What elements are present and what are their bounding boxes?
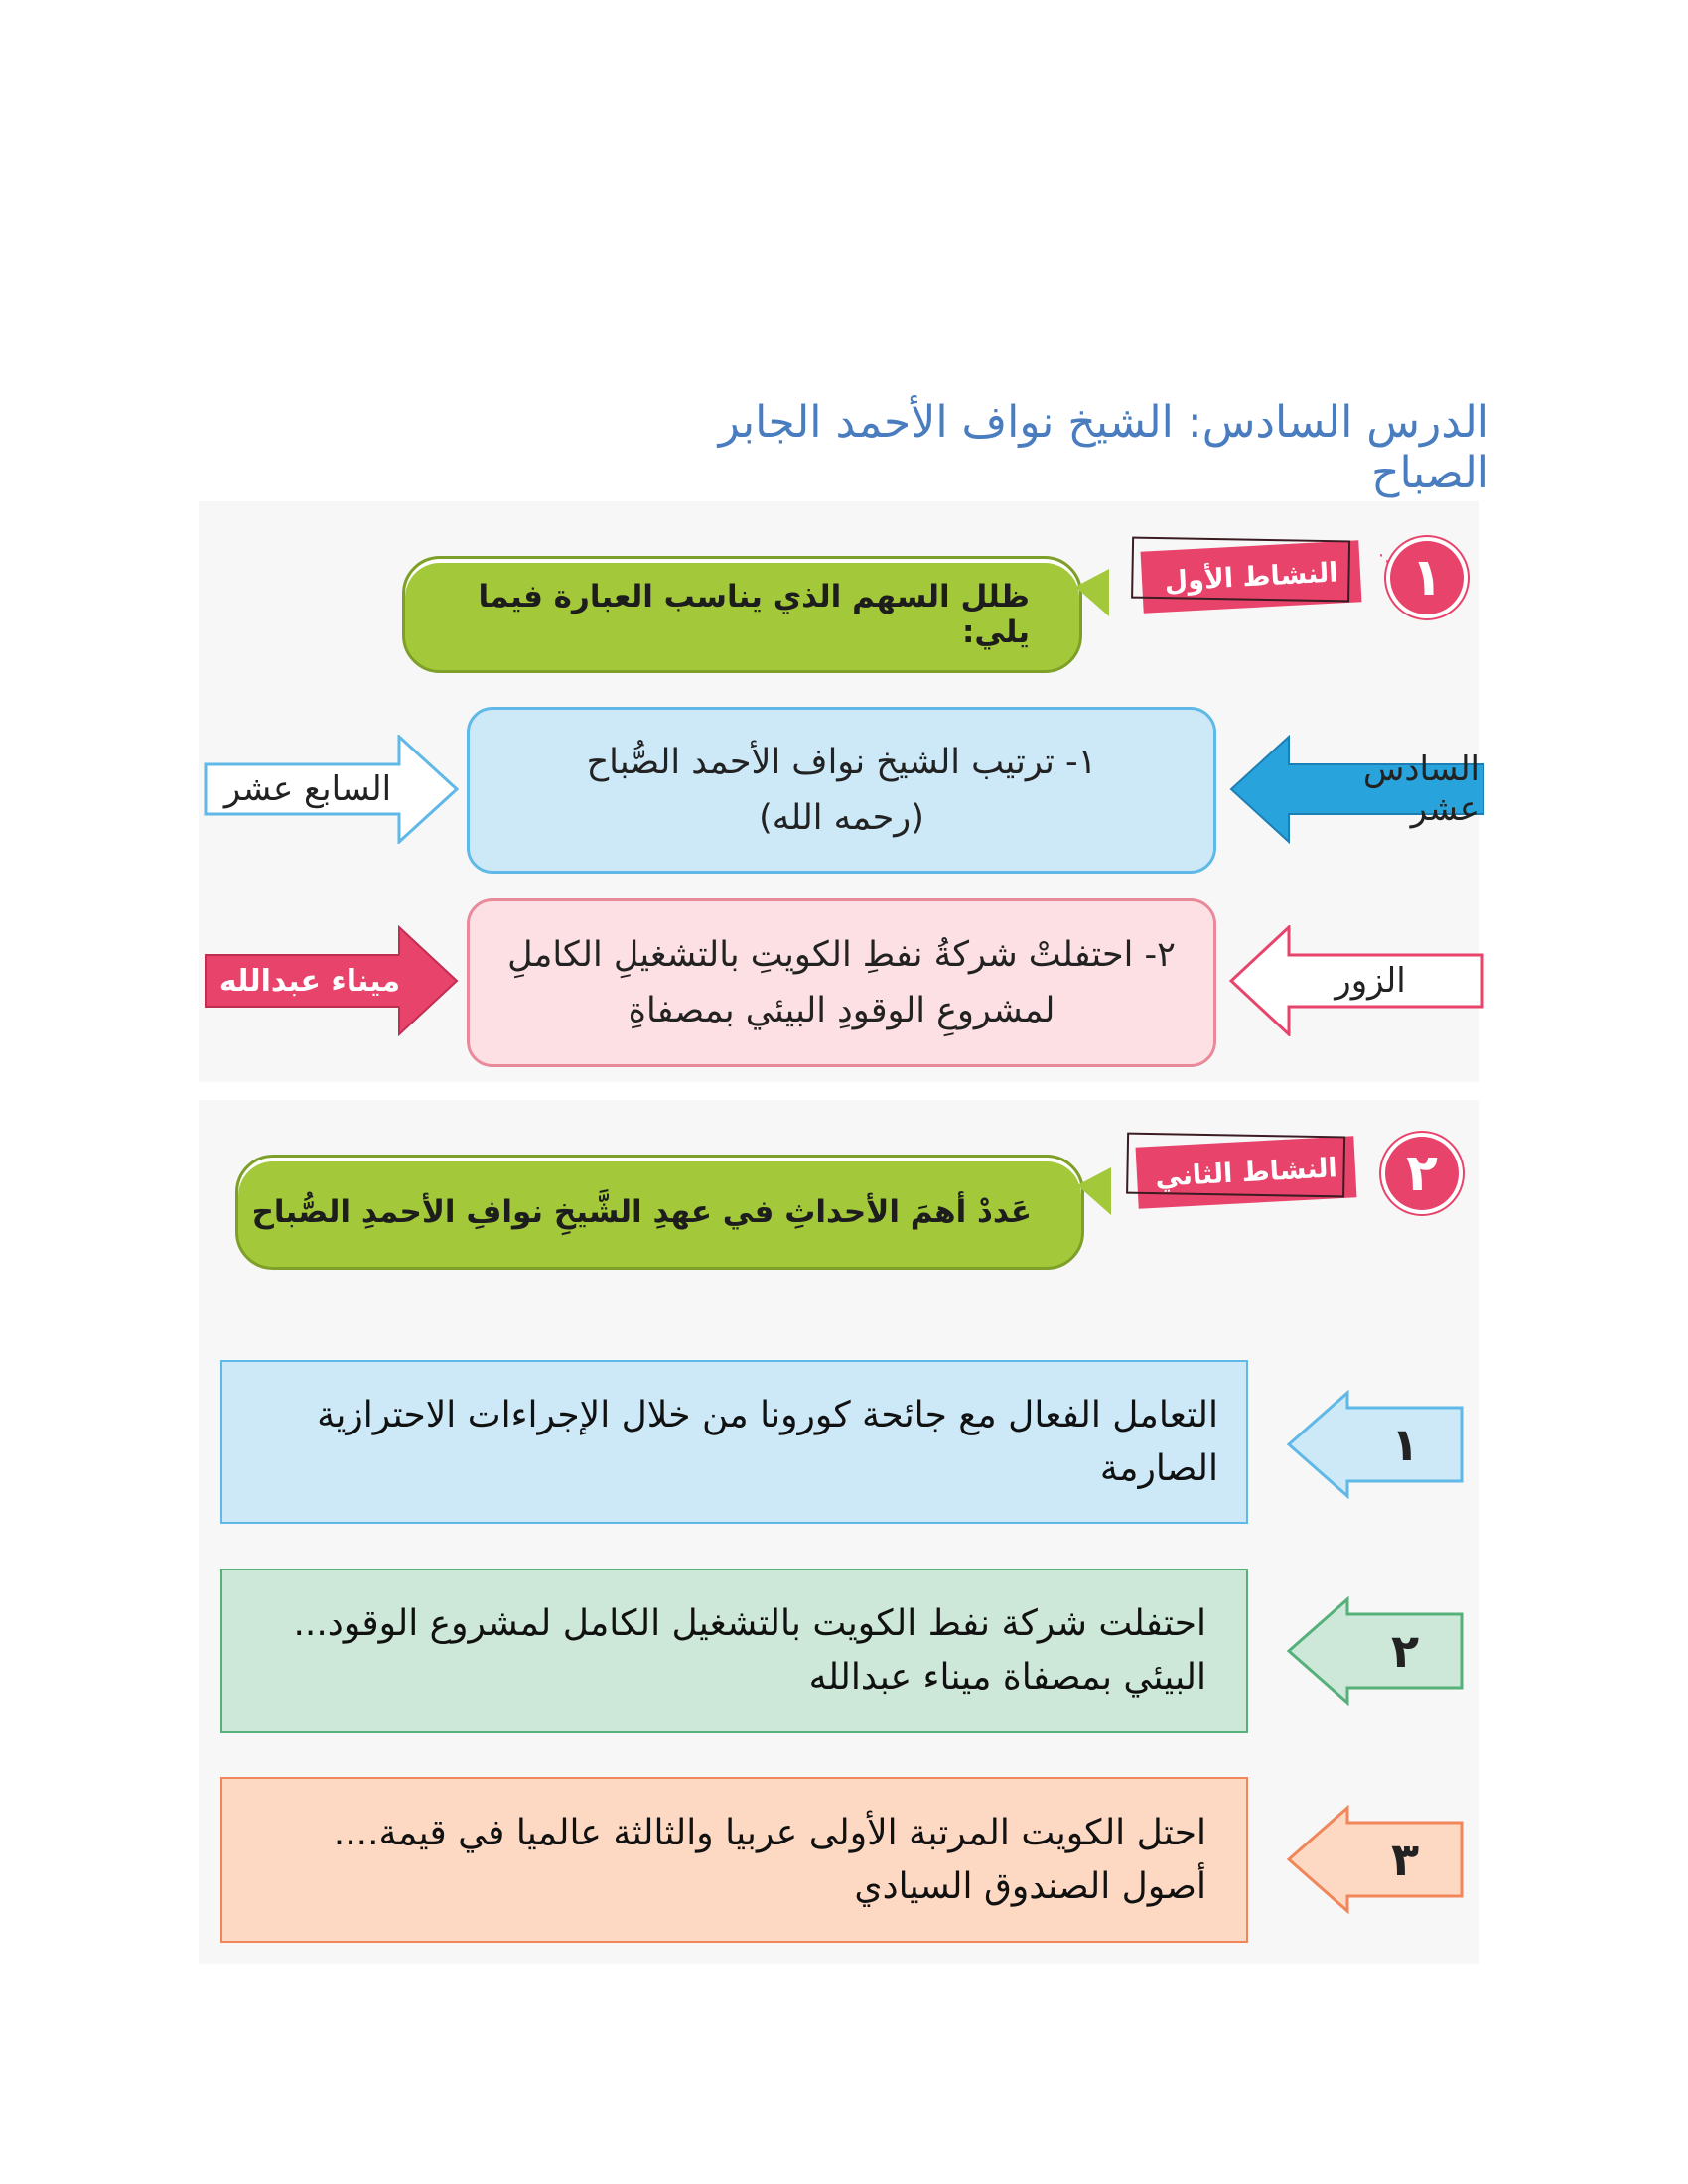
statement-1: ١- ترتيب الشيخ نواف الأحمد الصُّباح (رحمه الله): [467, 707, 1216, 874]
answer-1-number: ١: [1390, 1418, 1420, 1471]
answer-2-number: ٢: [1390, 1624, 1420, 1678]
answer-3[interactable]: احتل الكويت المرتبة الأولى عربيا والثالثة عالميا في قيمة.... أصول الصندوق السيادي: [220, 1777, 1248, 1943]
activity2-label: النشاط الثاني: [1136, 1136, 1357, 1208]
option-sixteenth[interactable]: السادس عشر: [1362, 750, 1479, 829]
page-title: الدرس السادس: الشيخ نواف الأحمد الجابر الصباح: [718, 397, 1489, 498]
option-zour[interactable]: الزور: [1335, 961, 1406, 1001]
activity1-label: النشاط الأول: [1141, 540, 1362, 613]
statement-2: ٢- احتفلتْ شركةُ نفطِ الكويتِ بالتشغيلِ الكاملِ لمشروعِ الوقودِ البيئي بمصفاةِ: [467, 898, 1216, 1067]
activity2-number: ٢: [1385, 1137, 1459, 1210]
activity1-instruction: ظلل السهم الذي يناسب العبارة فيما يلي:: [402, 556, 1082, 673]
answer-2[interactable]: احتفلت شركة نفط الكويت بالتشغيل الكامل لمشروع الوقود... البيئي بمصفاة ميناء عبدالله: [220, 1569, 1248, 1733]
activity1-number: ١: [1390, 541, 1464, 614]
sparkle-icon: ⋰: [1378, 551, 1396, 572]
option-mina-abdullah[interactable]: ميناء عبدالله: [218, 963, 401, 999]
activity2-instruction: عَددْ أهمَ الأحداثِ في عهدِ الشَّيخِ نوافِ الأحمدِ الصُّباح: [235, 1155, 1084, 1270]
option-seventeenth[interactable]: السابع عشر: [223, 769, 392, 809]
answer-3-number: ٣: [1390, 1833, 1420, 1886]
answer-1[interactable]: التعامل الفعال مع جائحة كورونا من خلال الإجراءات الاحترازية الصارمة: [220, 1360, 1248, 1524]
